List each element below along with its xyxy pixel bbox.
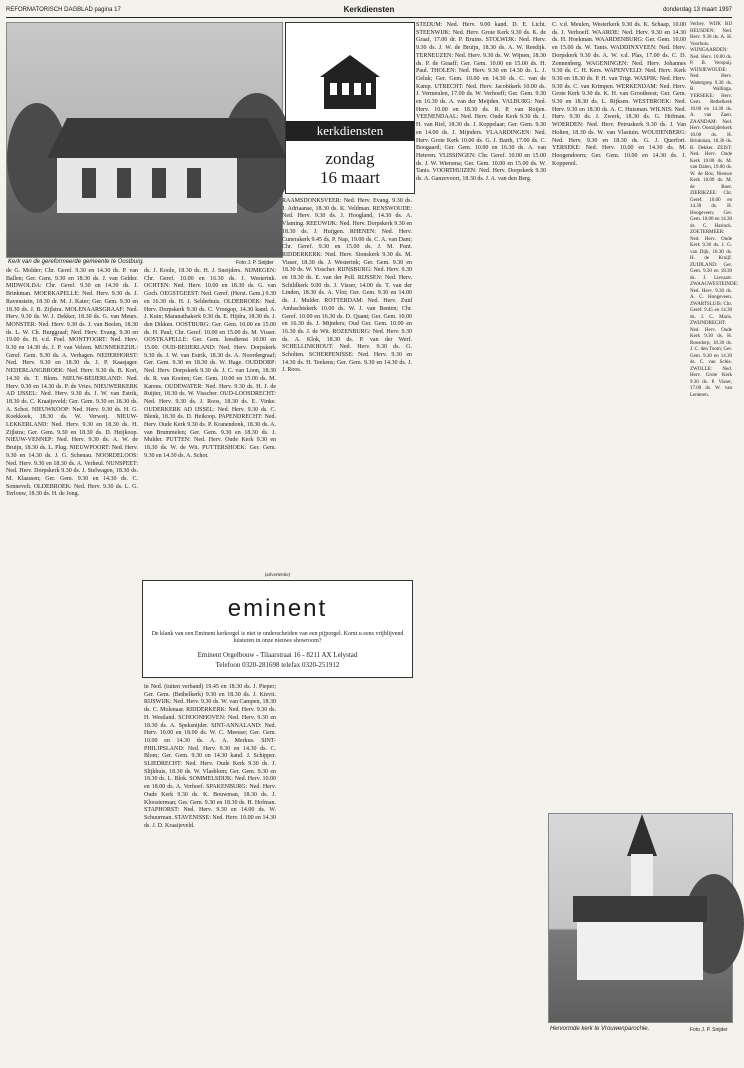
listing-column-4 xyxy=(144,684,276,1058)
church-window xyxy=(152,168,166,198)
listing-text: ds. J. Koole, 18.30 ds. H. J. Sneijders. NIJMEGEN: Chr. Geref. 10.00 en 16.30 ds. J. Westerink. OCHTEN: Ned. Herv. 10.00 en 18.30 ds. G. van Goch. OEGSTGEEST: Ned. Geref. (Herst. Gem.) 9.30 en 16.30 ds. H. J. Selderhuis. OLDEBROEK: Ned. Herv. Dorpskerk 9.30 ds. C. Vroegop, 14.30 kand. A. J. Kuin; Maranathakerk 9.30 ds. E. Hijdra, 18.30 ds. J. den Dikken. OOSTBURG: Ger. Gem. 10.00 en 15.00 ds. H. Paul; Chr. Geref. 10.00 en 15.00 ds. M. Visser. OOSTKAPELLE: Ger. Gem. leesdienst 10.00 en 15.00. OUD-BEIJERLAND: Ned. Herv. Dorpskerk 9.30 ds. J. W. van Estrik, 18.30 ds. A. Noordergraaf; Ger. Gem. 9.30 en 18.30 ds. W. Hage. OUDDORP: Ned. Herv. Dorpskerk 9.30 ds. J. C. van Loon, 18.30 ds. R. van Kooten; Ger. Gem. 10.00 en 15.00 ds. M. Karens. OUDEWATER: Ned. Herv. 9.30 ds. H. J. de Ruijter, 18.30 ds. W. Visscher. OUD-LOOSDRECHT: Ned. Herv. 9.30 ds. J. Roos, 18.30 ds. E. Vinke. OUDERKERK AD IJSSEL: Ned. Herv. 9.30 ds. C. Blenk, 18.30 ds. D. Heikoop. PAPENDRECHT: Ned. Herv. Oude Kerk 9.30 ds. P. Kranendonk, 18.30 ds. A. van Brummelen; Ger. Gem. 9.30 en 18.30 ds. J. Mulder. PUTTEN: Ned. Herv. Oude Kerk 9.30 en 18.30 ds. W. de Wit. PUTTERSHOEK: Ger. Gem. 9.30 en 14.30 ds. A. Schot. xyxy=(144,268,276,459)
kerkdiensten-banner xyxy=(285,22,415,194)
church-photo-vrouwenparochie xyxy=(548,813,733,1023)
photo-credit: Foto J. P. Snijder xyxy=(236,260,274,266)
listing-text: STEDUM: Ned. Herv. 9.00 kand. D. E. Licht. STEENWIJK: Ned. Herv. Grote Kerk 9.30 ds. K. de Graaf, 17.00 dr. P. Bruins. STOLWIJK: Ned. Herv. 9.30 ds. J. W. de Bruijn, 18.30 ds. A. W. Reedijk. TERNEUZEN: Ned. Herv. 9.30 ds. W. Wijnen, 18.30 ds. P. de Graaff; Ger. Gem. 10.00 en 15.00 ds. H. Paul. THOLEN: Ned. Herv. 9.30 en 14.30 ds. L. J. Geluk; Ger. Gem. 10.00 en 14.30 ds. C. van de Kamp. UTRECHT: Ned. Herv. Jacobikerk 10.00 ds. J. Vermeulen, 17.00 ds. W. Verhoeff; Ger. Gem. 9.30 en 16.30 ds. A. van der Meijden. VALBURG: Ned. Herv. 10.00 en 18.30 ds. R. P. van Roijen. VEENENDAAL: Ned. Herv. Oude Kerk 9.30 ds. J. H. van Riel, 18.30 ds. J. Koppelaar; Ger. Gem. 9.30 en 14.00 ds. J. Mijnders. VLAARDINGEN: Ned. Herv. Grote Kerk 10.00 ds. G. J. Barth, 17.00 ds. C. Boogaard; Ger. Gem. 10.00 en 16.30 ds. A. van Heteren. VLISSINGEN: Chr. Geref. 10.00 en 15.00 ds. J. W. Wiersma; Ger. Gem. 10.00 en 15.00 ds. W. Tanis. VOORTHUIZEN: Ned. Herv. Dorpskerk 9.30 ds. A. Ganzevoort, 18.30 ds. J. A. van den Berg. xyxy=(416,22,546,183)
page-header xyxy=(6,5,732,18)
photo-credit: Foto J. P. Snijder xyxy=(690,1027,728,1033)
listing-column-1 xyxy=(6,268,138,1058)
ad-label: (advertentie) xyxy=(264,573,291,578)
church-roof xyxy=(573,896,707,922)
banner-day: zondag xyxy=(325,149,375,168)
listing-text: C. v.d. Meulen, Westerkerk 9.30 ds. K. Schaap, 10.00 ds. J. Verhoeff. WAARDE: Ned. Herv. 9.30 en 14.30 ds. H. Hoekman. WAARDENBURG: Ger. Gem. 10.00 en 15.00 ds. W. Tanis. WADDINXVEEN: Ned. Herv. Dorpskerk 9.30 ds. A. W. v.d. Plas, 17.00 ds. C. D. Zonnenberg. WAGENINGEN: Ned. Herv. Johannes 9.30 ds. C. H. Kers. WAPENVELD: Ned. Herv. Kerk 9.30 en 18.30 ds. P. H. van Trigt. WASPIK: Ned. Herv. 9.30 ds. C. van Krimpen. WERKENDAM: Ned. Herv. Grote Kerk 9.30 ds. K. H. van Grootheest; Ger. Gem. 9.30 en 18.30 ds. L. Rijksen. WESTBROEK: Ned. Herv. 9.30 en 18.30 ds. A. C. Huisman. WILNIS: Ned. Herv. 9.30 ds. J. Zwerk, 18.30 ds. G. Hofman. WOERDEN: Ned. Herv. Petruskerk 9.30 ds. J. Van Holten, 18.30 ds. W. van Vlastuin. WOUDENBERG: Ned. Herv. 9.30 en 18.30 ds. G. J. Querfort. YERSEKE: Ned. Herv. 10.00 en 14.30 ds. M. Hoogendoorn; Ger. Gem. 10.00 en 14.30 ds. J. Koppenol. xyxy=(552,22,686,167)
listing-text: Verhey. WIJK BIJ HEUSDEN: Ned. Herv. 9.30 ds. A. H. Voorhuis. WIJNGAARDEN: Ned. Herv. 10.00 ds. P. B. Verspuij. WIJNJEWOUDE: Ned. Herv. Wattergrep 9.30 ds. B. Wallinga. YERSEKE: Herv. Gem. Bethelkerk 10.00 en 14.30 ds. A. van Zaen. ZAANDAM: Ned. Herv. Oostzijderkerk 10.00 ds. H. Brinkman, 18.30 ds. B. Dekker. ZEIST: Ned. Herv. Oude Kerk 10.00 ds. M. van Dalen, 19.00 ds. W. de Bos; Nieuwe Kerk 10.00 ds. M. de Boer. ZIERIKZEE: Chr. Geref. 10.00 en 14.30 ds. H. Hoogeveen; Ger. Gem. 10.00 en 14.30 ds. C. Harinck. ZOETERMEER: Ned. Herv. Oude Kerk 9.30 ds. J. G. van Dijk, 18.30 ds. H. de Kruijf. ZUIDLAND: Ger. Gem. 9.30 en 18.30 ds. J. Lievaart. ZWAAGWESTEINDE: Ned. Herv. 9.30 ds. A. C. Hoogeveen. ZWARTSLUIS: Chr. Geref. 9.45 en 14.30 ds. J. C. Maris. ZWIJNDRECHT: Ned. Herv. Oude Kerk 9.30 ds. H. Roosdorp, 18.30 ds. J. C. den Toom; Ger. Gem. 9.30 en 14.30 ds. C. van Schie. ZWOLLE: Ned. Herv. Grote Kerk 9.30 ds. P. Visser, 17.00 ds. W. van Lenteren. xyxy=(690,22,739,398)
church-spire xyxy=(627,814,657,856)
newspaper-page-label: REFORMATORISCH DAGBLAD pagina 17 xyxy=(6,7,121,13)
church-window xyxy=(117,168,131,198)
church-body xyxy=(577,922,703,980)
banner-word: kerkdiensten xyxy=(316,123,384,138)
issue-date: donderdag 13 maart 1997 xyxy=(662,7,732,13)
eminent-advertisement xyxy=(142,573,413,678)
ad-brand: eminent xyxy=(227,595,328,622)
listing-text: de G. Molder; Chr. Geref. 9.30 en 14.30 ds. P. van Ballen; Ger. Gem. 9.30 en 18.30 ds. J. van Gelder. MIDWOLDA: Chr. Geref. 9.30 en 14.30 ds. J. Brinkman. MOERKAPELLE: Ned. Herv. 9.30 ds. J. Ravenstein, 18.30 dr. M. J. Kater; Ger. Gem. 9.30 en 18.30 ds. J. B. Zijlstra. MOLENAARSGRAAF: Ned. Herv. 9.30 ds. W. J. Dekker, 18.30 ds. G. van Meurs. MONSTER: Ned. Herv. 9.30 ds. J. van Beelen, 18.30 ds. L. W. Ch. Burggraaf; Ned. Herv. Evang. 9.30 en 19.00 ds. H. v.d. Poel. MONTFOORT: Ned. Herv. 9.30 en 14.30 ds. J. P. van Velzen. MUNNEKEZIJL: Geref. Gem. 9.30 ds. A. Verhagen. NEDERHORST: Ned. Herv. 9.30 en 18.30 ds. J. P. Kaasjager. NEDERLANGBROEK: Ned. Herv. 9.30 ds. B. Kort, 14.30 ds. T. Blom. NIEUW-BEIJERLAND: Ned. Herv. 9.30 en 14.30 ds. P. de Vries. NIEUWERKERK AD IJSSEL: Ned. Herv. 9.30 ds. J. W. van Estrik, 18.30 ds. C. Kraaijeveld; Ger. Gem. 9.30 en 18.30 ds. A. Schot. NIEUWKOOP: Ned. Herv. 9.30 ds. H. G. Koekkoek, 18.30 ds. W. Verweij. NIEUW-LEKKERLAND: Ned. Herv. 9.30 en 18.30 ds. H. Zijlstra; Ger. Gem. 9.30 en 18.30 ds. D. Heijkoop. NIEUW-VENNEP: Ned. Herv. 9.30 ds. A. W. de Bruijn, 18.30 ds. L. Plug. NIEUWPOORT: Ned. Herv. 9.30 en 14.30 ds. J. G. Schenau. NOORDELOOS: Ned. Herv. 9.30 en 18.30 ds. A. Verheul. NUNSPEET: Ned. Herv. Dorpskerk 9.30 ds. J. Stelwagen, 18.30 ds. M. Klaassen; Ger. Gem. 9.30 en 14.30 ds. C. Sonnevelt. OLDEBROEK: Ned. Herv. 9.30 ds. L. G. Terlouw, 18.30 ds. H. de Jong. xyxy=(6,268,138,498)
photo-caption: Hervormde kerk te Vrouwenparochie. xyxy=(550,1026,650,1032)
listing-text: in Ned. (tuiten verband) 19.45 en 18.30 ds. J. Pieper; Ger. Gem. (Bethelkerk) 9.30 en 18.30 ds. J. Kievit. RIJSWIJK: Ned. Herv. 9.30 ds. W. van Campen, 18.30 ds. C. Molenaar. RIDDERKERK: Ned. Herv. 9.30 ds. H. Westland. SCHOONHOVEN: Ned. Herv. 9.30 en 18.30 ds. A. Speksnijder. SINT-ANNALAND: Ned. Herv. 10.00 en 18.00 ds. W. C. Meeuse; Ger. Gem. 10.00 en 14.30 ds. A. A. Merkus. SINT-PHILIPSLAND: Ned. Herv. 9.30 en 14.30 ds. C. Blom; Ger. Gem. 9.30 en 14.30 kand. J. Schipper. SLIEDRECHT: Ned. Herv. Oude Kerk 9.30 ds. J. Slijkhuis, 18.30 ds. W. Vlasblom; Ger. Gem. 9.30 en 18.30 ds. L. Blok. SOMMELSDIJK: Ned. Herv. 10.00 en 18.00 ds. A. Verhoef. SPAKENBURG: Ned. Herv. Oude Kerk 9.30 ds. K. Bouwman, 18.30 ds. J. Kloosterman; Ger. Gem. 9.30 en 18.30 ds. H. Hofman. STAPHORST: Ned. Herv. 9.30 en 14.00 ds. W. Schuurman. STAVENISSE: Ned. Herv. 10.00 en 14.30 ds. J. D. Kraaijeveld. xyxy=(144,684,276,829)
listing-column-3 xyxy=(282,198,412,574)
section-title: Kerkdiensten xyxy=(343,5,395,14)
church-roof xyxy=(47,118,287,158)
ad-address: Eminent Orgelbouw - Tilaarstraat 16 - 8211 AX Lelystad xyxy=(197,651,358,659)
church-window xyxy=(82,168,96,198)
photo-caption: Kerk van de gereformeerde gemeente te Oostburg. xyxy=(8,259,145,265)
listing-column-7 xyxy=(690,22,739,808)
church-window xyxy=(187,168,201,198)
church-photo-oostburg xyxy=(6,22,283,258)
church-icon xyxy=(312,51,388,111)
listing-column-6 xyxy=(552,22,686,808)
banner-date: 16 maart xyxy=(320,168,380,187)
listing-text: RAAMSDONKSVEER: Ned. Herv. Evang. 9.30 ds. J. Adriaanse, 18.30 ds. K. Veldman. RENSWOUDE: Ned. Herv. 9.30 ds. J. Hoogland, 14.30 ds. A. Vlaming. REEUWIJK: Ned. Herv. Dorpskerk 9.30 en 18.30 ds. J. Huijgen. RHENEN: Ned. Herv. Cunerakerk 9.45 ds. P. Nap, 19.00 ds. C. A. van Dam; Chr. Geref. 9.30 en 15.00 ds. J. M. Punt. RIDDERKERK: Ned. Herv. Sionskerk 9.30 ds. M. Visser, 18.30 ds. J. Westerink; Ger. Gem. 9.30 en 18.30 ds. W. Visscher. RIJNSBURG: Ned. Herv. 9.30 en 18.30 ds. E. van der Poll. RIJSSEN: Ned. Herv. Schildkerk 9.00 ds. J. Visser, 14.00 ds. T. van der Linden, 18.30 ds. A. Vlot; Ger. Gem. 9.30 en 14.00 ds. J. Mulder. ROTTERDAM: Ned. Herv. Zuid Ambachtskerk 10.00 ds. W. J. van Benten; Chr. Geref. 10.00 en 16.30 ds. D. Quant; Ger. Gem. 10.00 en 16.30 ds. J. Mijnders; Oud Ger. Gem. 10.00 en 16.30 ds. J. de Wit. ROZENBURG: Ned. Herv. 9.30 ds. A. Klok, 18.30 ds. P. van der Werf. SCHELLINKHOUT: Ned. Herv. 9.30 ds. G. Scholten. SCHERPENISSE: Ned. Herv. 9.30 en 14.30 ds. H. Teekens; Ger. Gem. 9.30 en 14.30 ds. J. J. Roos. xyxy=(282,198,412,374)
listing-column-2 xyxy=(144,268,276,574)
listing-column-5 xyxy=(416,22,546,1058)
ad-phone: Telefoon 0320-281698 telefax 0320-251912 xyxy=(215,661,340,669)
ad-text: De klank van een Eminent kerkorgel is niet te onderscheiden van een pijporgel. Komt u eens vrijblijvend luisteren in onze nieuwe showroom? xyxy=(151,631,404,644)
